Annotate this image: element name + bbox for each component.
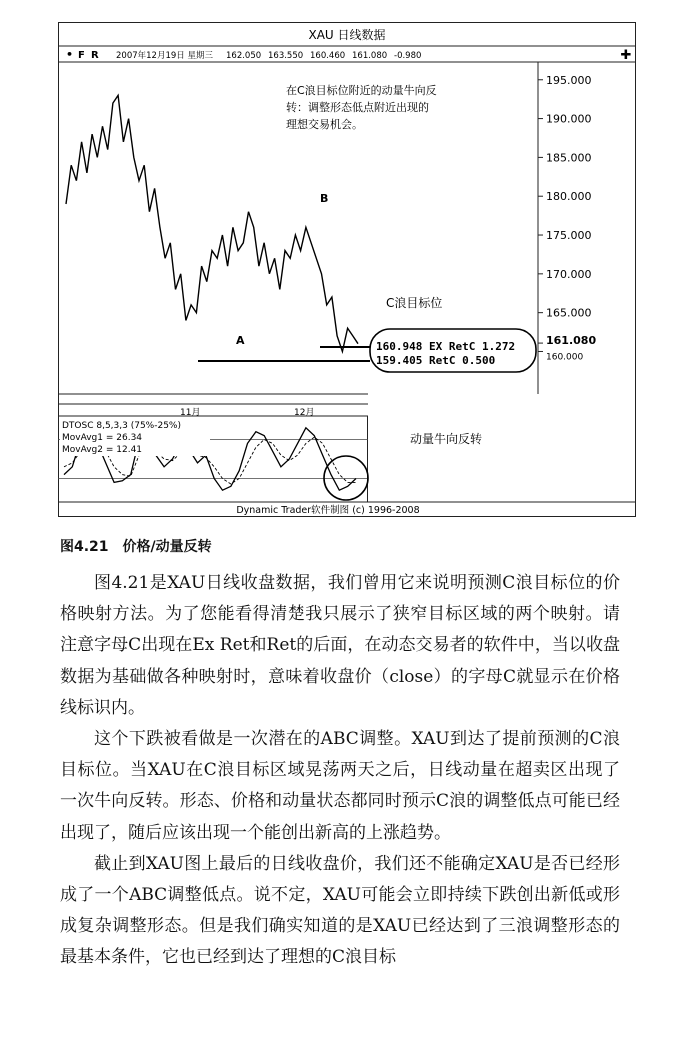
- header-open: 162.050: [226, 51, 262, 61]
- caption-title: 价格/动量反转: [122, 539, 212, 555]
- retrace-label-1: 160.948 EX RetC 1.272: [376, 340, 516, 353]
- price-tick-label: 195.000: [546, 73, 592, 87]
- osc-legend-3: MovAvg2 = 12.41: [62, 445, 143, 455]
- price-tick-label: 165.000: [546, 306, 592, 320]
- wave-label-a: A: [236, 334, 245, 347]
- header-close: 161.080: [352, 51, 388, 61]
- paragraph-2: 这个下跌被看做是一次潜在的ABC调整。XAU到达了提前预测的C浪目标位。当XAU在C浪目标区域晃荡两天之后，日线动量在超卖区出现了一次牛向反转。形态、价格和动量状态都同时预示C浪的调整低点可能已经出现了，随后应该出现一个能创出新高的上涨趋势。: [60, 729, 620, 843]
- toolbar-f[interactable]: F: [78, 50, 85, 61]
- chart-figure: [58, 22, 636, 517]
- price-tick-label: 161.080: [546, 334, 597, 348]
- momentum-label: 动量牛向反转: [410, 432, 483, 446]
- price-tick-label: 185.000: [546, 151, 592, 165]
- month-label-dec: 12月: [294, 408, 315, 418]
- price-tick-label: 170.000: [546, 267, 592, 281]
- price-tick-label: 190.000: [546, 112, 592, 126]
- paragraph-3: 截止到XAU图上最后的日线收盘价，我们还不能确定XAU是否已经形成了一个ABC调整低点。说不定，XAU可能会立即持续下跌创出新低或形成复杂调整形态。但是我们确实知道的是XAU已经达到了三浪调整形态的最基本条件，它也已经到达了理想的C浪目标: [60, 853, 620, 968]
- header-low: 160.460: [310, 51, 346, 61]
- chart-title: XAU 日线数据: [308, 28, 386, 42]
- annotation-line-2: 转：调整形态低点附近出现的: [286, 101, 429, 114]
- header-date: 2007年12月19日 星期三: [116, 51, 213, 61]
- header-change: -0.980: [394, 51, 422, 61]
- chart-svg: [58, 22, 636, 517]
- body-text: [60, 568, 620, 974]
- retrace-label-2: 159.405 RetC 0.500: [376, 354, 496, 367]
- plus-icon[interactable]: ✚: [620, 48, 632, 63]
- osc-legend-2: MovAvg1 = 26.34: [62, 433, 143, 443]
- annotation-line-1: 在C浪目标位附近的动量牛向反: [286, 84, 437, 97]
- osc-legend-1: DTOSC 8,5,3,3 (75%-25%): [62, 421, 181, 431]
- header-dot: •: [66, 48, 74, 61]
- wave-label-b: B: [320, 192, 329, 205]
- figure-caption: [60, 536, 226, 556]
- chart-footer: Dynamic Trader软件制图 (c) 1996-2008: [236, 505, 420, 516]
- annotation-line-3: 理想交易机会。: [286, 118, 363, 131]
- toolbar-r[interactable]: R: [91, 50, 99, 61]
- header-high: 163.550: [268, 51, 304, 61]
- price-tick-label: 160.000: [546, 352, 584, 363]
- target-label: C浪目标位: [386, 296, 443, 310]
- month-label-nov: 11月: [180, 408, 201, 418]
- caption-number: 图4.21: [60, 539, 109, 555]
- price-tick-label: 175.000: [546, 229, 592, 243]
- price-tick-label: 180.000: [546, 190, 592, 204]
- paragraph-1: 图4.21是XAU日线收盘数据，我们曾用它来说明预测C浪目标位的价格映射方法。为了您能看得清楚我只展示了狭窄目标区域的两个映射。请注意字母C出现在Ex Ret和Ret的后面，在动态交易者的软件中，当以收盘数据为基础做各种映射时，意味着收盘价（close）的字母C就显示在价格线标识内。: [60, 573, 620, 718]
